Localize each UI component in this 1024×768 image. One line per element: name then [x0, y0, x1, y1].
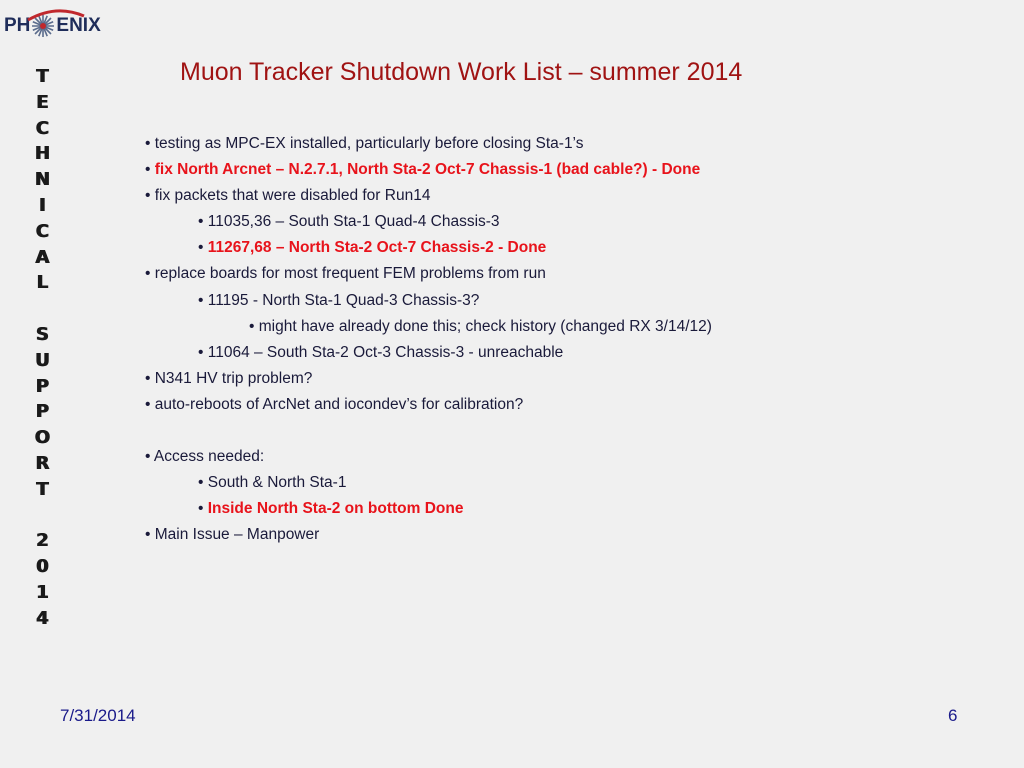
list-item-text: • South & North Sta-1: [198, 474, 347, 492]
phenix-logo: [4, 8, 100, 44]
slide-title: Muon Tracker Shutdown Work List – summer 2014: [180, 58, 743, 86]
banner-char: T: [35, 66, 49, 87]
banner-char: P: [35, 375, 49, 397]
footer-date: 7/31/2014: [60, 706, 136, 725]
banner-char: N: [34, 169, 50, 191]
list-item: [145, 183, 945, 209]
list-item-text: • fix packets that were disabled for Run14: [145, 187, 431, 205]
list-item: [145, 366, 945, 392]
banner-char: O: [34, 427, 50, 449]
list-item-text: fix North Arcnet – N.2.7.1, North Sta-2 Oct-7 Chassis-1 (bad cable?) - Done: [154, 161, 701, 179]
banner-char: E: [35, 91, 49, 113]
bullet: •: [145, 161, 155, 179]
list-item: [145, 314, 945, 340]
banner-char: I: [38, 194, 46, 216]
list-item-text: • Main Issue – Manpower: [145, 526, 320, 544]
list-item: [145, 131, 945, 157]
banner-char: A: [35, 246, 49, 268]
banner-char: R: [35, 452, 49, 474]
banner-char: 2: [35, 530, 49, 552]
list-item-text: • testing as MPC-EX installed, particularly before closing Sta-1’s: [145, 135, 584, 152]
banner-char: 0: [35, 556, 49, 578]
list-item: [145, 209, 945, 235]
list-item: [145, 522, 945, 548]
banner-char: H: [34, 143, 50, 165]
banner-char: 4: [35, 607, 49, 629]
list-item-text: • 11035,36 – South Sta-1 Quad-4 Chassis-3: [198, 213, 500, 231]
banner-char: T: [35, 478, 49, 500]
logo-prefix: PH: [4, 15, 31, 36]
banner-char: P: [35, 401, 49, 423]
list-item-text: • auto-reboots of ArcNet and iocondev’s for calibration?: [145, 395, 524, 413]
list-item: [145, 157, 945, 183]
list-item: [145, 392, 945, 418]
technical-support-banner: [22, 64, 62, 632]
list-item: [145, 496, 945, 522]
list-item: [145, 261, 945, 287]
banner-char: C: [35, 117, 49, 139]
banner-char: C: [35, 220, 49, 242]
banner-char: S: [35, 323, 49, 345]
bullet: •: [198, 500, 208, 518]
logo-swoosh-icon: [26, 8, 86, 22]
spacer: [145, 418, 945, 444]
banner-char: L: [36, 272, 48, 294]
logo-suffix: ENIX: [56, 15, 101, 36]
list-item: [145, 470, 945, 496]
list-item-text: Inside North Sta-2 on bottom Done: [207, 500, 464, 518]
list-item-text: • N341 HV trip problem?: [145, 369, 313, 387]
list-item-text: • 11064 – South Sta-2 Oct-3 Chassis-3 - unreachable: [198, 343, 564, 361]
list-item: [145, 288, 945, 314]
list-item: [145, 444, 945, 470]
list-item-text: 11267,68 – North Sta-2 Oct-7 Chassis-2 - Done: [207, 239, 547, 257]
list-item-text: • Access needed:: [145, 448, 265, 466]
list-item-text: • replace boards for most frequent FEM problems from run: [145, 265, 546, 283]
list-item: [145, 235, 945, 261]
bullet: •: [198, 239, 208, 257]
list-item-text: • 11195 - North Sta-1 Quad-3 Chassis-3?: [198, 291, 480, 309]
bullet-list: [145, 131, 945, 549]
list-item: [145, 340, 945, 366]
page-number: 6: [948, 706, 958, 725]
banner-char: 1: [35, 581, 49, 603]
banner-char: U: [34, 349, 50, 371]
list-item-text: • might have already done this; check history (changed RX 3/14/12): [249, 317, 712, 335]
